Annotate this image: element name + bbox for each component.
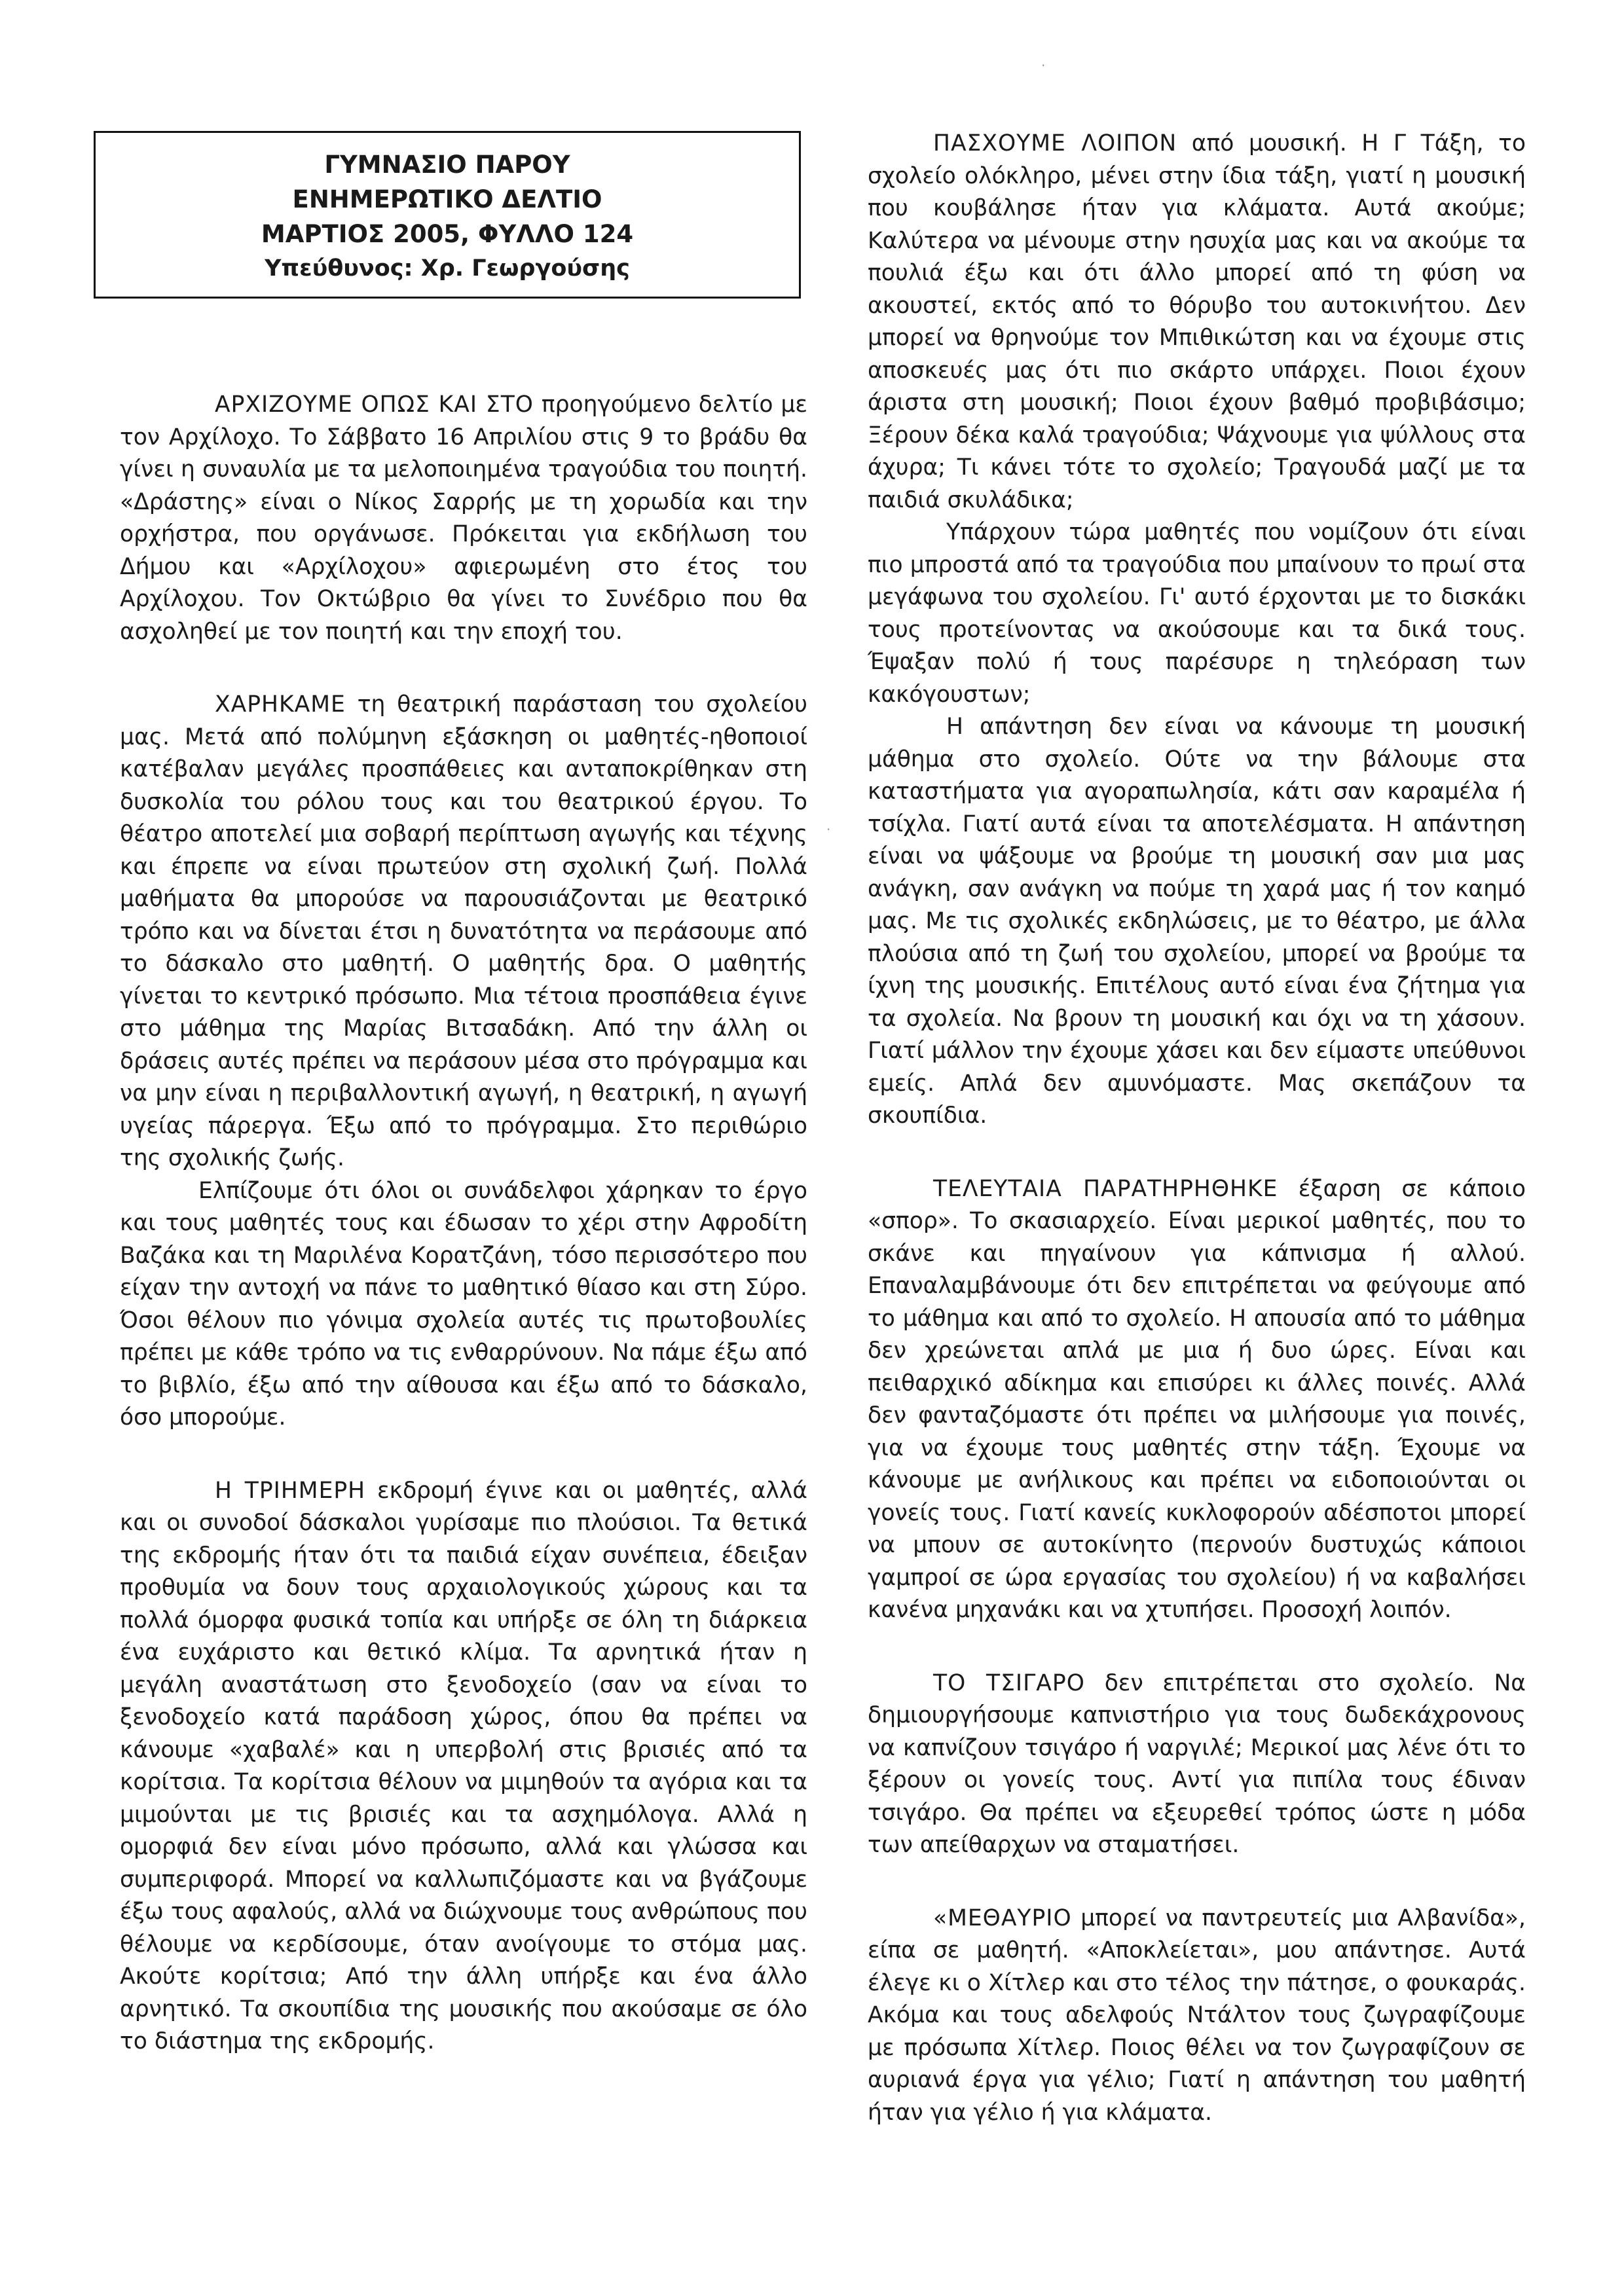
article-excursion	[120, 1475, 807, 2058]
article-tomorrow	[868, 1903, 1526, 2130]
article-body: δεν επιτρέπεται στο σχολείο. Να δημιουργήσουμε καπνιστήριο για τους δωδεκάχρονους να καπνίζουν τσιγάρο ή ναργιλέ; Μερικοί μας λένε ότι το ξέρουν οι γονείς τους. Αντί για πιπίλα τους έδιναν τσιγάρο. Θα πρέπει να εξευρεθεί τρόπος ώστε η μόδα των απείθαρχων να σταματήσει.	[868, 1669, 1526, 1858]
article-music	[868, 128, 1526, 1133]
left-column	[120, 131, 807, 2099]
article-body-continued: Ελπίζουμε ότι όλοι οι συνάδελφοι χάρηκαν το έργο και τους μαθητές τους και έδωσαν το χέρι στην Αφροδίτη Βαζάκα και τη Μαριλένα Κορατζάνη, τόσο περισσότερο που είχαν την αντοχή να πάνε το μαθητικό θίασο και στη Σύρο. Όσοι θέλουν πιο γόνιμα σχολεία αυτές τις πρωτοβουλίες πρέπει με κάθε τρόπο να τις ενθαρρύνουν. Να πάμε έξω από το βιβλίο, έξω από την αίθουσα και έξω από το δάσκαλο, όσο μπορούμε.	[120, 1177, 807, 1430]
article-lead: ΧΑΡΗΚΑΜΕ	[215, 691, 346, 718]
article-archilochos	[120, 389, 807, 648]
article-body-continued: Υπάρχουν τώρα μαθητές που νομίζουν ότι είναι πιο μπροστά από τα τραγούδια που μπαίνουν το πρωί στα μεγάφωνα του σχολείου. Γι' αυτό έρχονται με το δισκάκι τους προτείνοντας να ακούσουμε και τα δικά τους. Έψαξαν πολύ ή τους παρέσυρε η τηλεόραση των κακόγουστων;	[868, 519, 1526, 708]
newsletter-header	[94, 131, 801, 299]
article-body-continued: Η απάντηση δεν είναι να κάνουμε τη μουσική μάθημα στο σχολείο. Ούτε να την βάλουμε στα καταστήματα για αγοραπωλησία, κάτι σαν καραμέλα ή τσίχλα. Γιατί αυτά είναι τα αποτελέσματα. Η απάντηση είναι να ψάξουμε να βρούμε τη μουσική σαν μια μας ανάγκη, σαν ανάγκη να πούμε τη χαρά μας ή τον καημό μας. Με τις σχολικές εκδηλώσεις, με το θέατρο, με άλλα πλούσια από τη ζωή του σχολείου, μπορεί να βρούμε τα ίχνη της μουσικής. Επιτέλους αυτό είναι ένα ζήτημα για τα σχολεία. Να βρουν τη μουσική και όχι να τη χάσουν. Γιατί μάλλον την έχουμε χάσει και δεν είμαστε υπεύθυνοι εμείς. Απλά δεν αμυνόμαστε. Μας σκεπάζουν τα σκουπίδια.	[868, 714, 1526, 1129]
article-lead: ΤΟ ΤΣΙΓΑΡΟ	[933, 1669, 1085, 1696]
article-body: από μουσική. Η Γ Τάξη, το σχολείο ολόκληρο, μένει στην ίδια τάξη, γιατί η μουσική που κουβάλησε ήταν για κλάματα. Αυτά ακούμε; Καλύτερα να μένουμε στην ησυχία μας και να ακούμε τα πουλιά έξω και ότι άλλο μπορεί από τη φύση να ακουστεί, εκτός από το θόρυβο του αυτοκινήτου. Δεν μπορεί να θρηνούμε τον Μπιθικώτση και να έχουμε στις αποσκευές μας ότι πιο σκάρτο υπάρχει. Ποιοι έχουν άριστα στη μουσική; Ποιοι έχουν βαθμό προβιβάσιμο; Ξέρουν δέκα καλά τραγούδια; Ψάχνουμε για ψύλλους στα άχυρα; Τι κάνει τότε το σχολείο; Τραγουδά μαζί με τα παιδιά σκυλάδικα;	[868, 130, 1526, 513]
right-column	[868, 128, 1526, 2170]
article-body: προηγούμενο δελτίο με τον Αρχίλοχο. Το Σάββατο 16 Απριλίου στις 9 το βράδυ θα γίνει η συναυλία με τα μελοποιημένα τραγούδια του ποιητή. «Δράστης» είναι ο Νίκος Σαρρής με τη χορωδία και την ορχήστρα, που οργάνωσε. Πρόκειται για εκδήλωση του Δήμου και «Αρχίλοχου» αφιερωμένη στο έτος του Αρχίλοχου. Τον Οκτώβριο θα γίνει το Συνέδριο που θα ασχοληθεί με τον ποιητή και την εποχή του.	[120, 392, 807, 645]
issue-info: ΜΑΡΤΙΟΣ 2005, ΦΥΛΛΟ 124	[261, 220, 634, 248]
article-body: εκδρομή έγινε και οι μαθητές, αλλά και οι συνοδοί δάσκαλοι γυρίσαμε πιο πλούσιοι. Τα θετικά της εκδρομής ήταν ότι τα παιδιά είχαν συνέπεια, έδειξαν προθυμία να δουν τους αρχαιολογικούς χώρους και τα πολλά όμορφα φυσικά τοπία και υπήρξε σε όλη τη διάρκεια ένα ευχάριστο και θετικό κλίμα. Τα αρνητικά ήταν η μεγάλη αναστάτωση στο ξενοδοχείο (σαν να είναι το ξενοδοχείο κατά παράδοση χώρος, όπου θα πρέπει να κάνουμε «χαβαλέ» και η υπερβολή στις βρισιές από τα κορίτσια. Τα κορίτσια θέλουν να μιμηθούν τα αγόρια και τα μιμούνται με τις βρισιές και τα ασχημόλογα. Αλλά η ομορφιά δεν είναι μόνο πρόσωπο, αλλά και γλώσσα και συμπεριφορά. Μπορεί να καλλωπιζόμαστε και να βγάζουμε έξω τους αφαλούς, αλλά να διώχνουμε τους ανθρώπους που θέλουμε να κερδίσουμε, όταν ανοίγουμε το στόμα μας. Ακούτε κορίτσια; Από την άλλη υπήρξε και ένα άλλο αρνητικό. Τα σκουπίδια της μουσικής που ακούσαμε σε όλο το διάστημα της εκδρομής.	[120, 1477, 807, 2054]
article-lead: ΤΕΛΕΥΤΑΙΑ ΠΑΡΑΤΗΡΗΘΗΚΕ	[933, 1175, 1278, 1202]
article-lead: ΑΡΧΙΖΟΥΜΕ ΟΠΩΣ ΚΑΙ ΣΤΟ	[215, 392, 534, 418]
article-body: έξαρση σε κάποιο «σπορ». Το σκασιαρχείο. Είναι μερικοί μαθητές, που το σκάνε και πηγαίνουν για κάπνισμα ή αλλού. Επαναλαμβάνουμε ότι δεν επιτρέπεται να φεύγουμε από το μάθημα και από το σχολείο. Η απουσία από το μάθημα δεν χρεώνεται απλά με μια ή δυο ώρες. Είναι και πειθαρχικό αδίκημα και επισύρει κι άλλες ποινές. Αλλά δεν φανταζόμαστε ότι πρέπει να μιλήσουμε για ποινές, για να έχουμε τους μαθητές στην τάξη. Έχουμε να κάνουμε με ανήλικους και πρέπει να ειδοποιούνται οι γονείς τους. Γιατί κανείς κυκλοφορούν αδέσποτοι μπορεί να μπουν σε αυτοκίνητο (περνούν δυστυχώς κάποιοι γαμπροί σε ώρα εργασίας του σχολείου) ή να καβαλήσει κανένα μηχανάκι και να χτυπήσει. Προσοχή λοιπόν.	[868, 1175, 1526, 1623]
article-body: τη θεατρική παράσταση του σχολείου μας. Μετά από πολύμηνη εξάσκηση οι μαθητές-ηθοποιοί κατέβαλαν μεγάλες προσπάθειες και ανταποκρίθηκαν στη δυσκολία του ρόλου τους και του θεατρικού έργου. Το θέατρο αποτελεί μια σοβαρή περίπτωση αγωγής και τέχνης και έπρεπε να είναι πρωτεύον στη σχολική ζωή. Πολλά μαθήματα θα μπορούσε να παρουσιάζονται με θεατρικό τρόπο και να δίνεται έτσι η δυνατότητα να περάσουμε από το δάσκαλο στο μαθητή. Ο μαθητής δρα. Ο μαθητής γίνεται το κεντρικό πρόσωπο. Μια τέτοια προσπάθεια έγινε στο μάθημα της Μαρίας Βιτσαδάκη. Από την άλλη οι δράσεις αυτές πρέπει να περάσουν μέσα στο πρόγραμμα και να μην είναι η περιβαλλοντική αγωγή, η θεατρική, η αγωγή υγείας πάρεργα. Έξω από το πρόγραμμα. Στο περιθώριο της σχολικής ζωής.	[120, 691, 807, 1171]
article-smoking	[868, 1667, 1526, 1862]
article-lead: Η ΤΡΙΗΜΕΡΗ	[215, 1477, 366, 1504]
article-truancy	[868, 1173, 1526, 1627]
bulletin-title: ΕΝΗΜΕΡΩΤΙΚΟ ΔΕΛΤΙΟ	[292, 185, 602, 213]
editor-line: Υπεύθυνος: Χρ. Γεωργούσης	[265, 255, 630, 282]
article-lead: «ΜΕΘΑΥΡΙΟ	[933, 1904, 1072, 1931]
article-body: μπορεί να παντρευτείς μια Αλβανίδα», είπα σε μαθητή. «Αποκλείεται», μου απάντησε. Αυτά έλεγε κι ο Χίτλερ και στο τέλος την πάτησε, ο φουκαράς. Ακόμα και τους αδελφούς Ντάλτον τους ζωγραφίζουμε με πρόσωπα Χίτλερ. Ποιος θέλει να τον ζωγραφίζουν σε αυριανά έργα για γέλιο; Γιατί η απάντηση του μαθητή ήταν για γέλιο ή για κλάματα.	[868, 1904, 1526, 2126]
scan-speck: ·	[1041, 58, 1046, 73]
scan-speck: ·	[826, 822, 831, 837]
article-lead: ΠΑΣΧΟΥΜΕ ΛΟΙΠΟΝ	[933, 130, 1177, 156]
school-name: ΓΥΜΝΑΣΙΟ ΠΑΡΟΥ	[324, 151, 570, 179]
article-theatre	[120, 689, 807, 1434]
